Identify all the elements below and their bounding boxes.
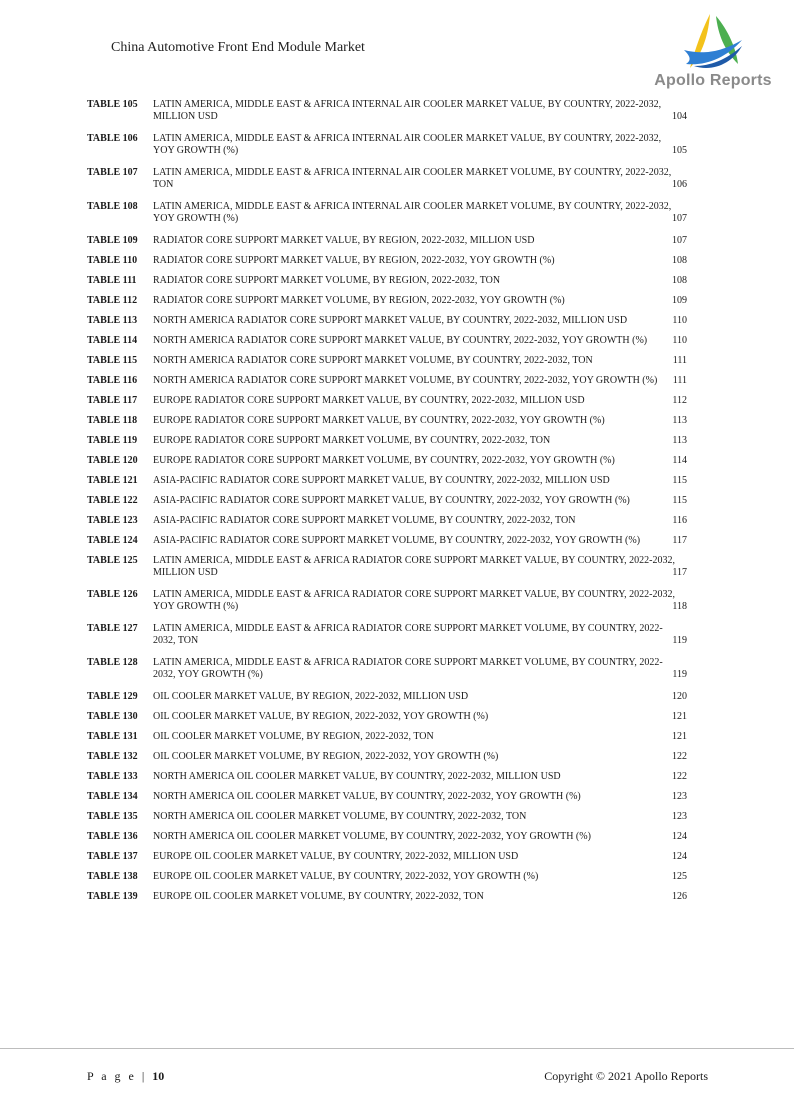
toc-entry-label: TABLE 125 [87,555,138,566]
toc-entry-label: TABLE 128 [87,657,138,668]
toc-entry-label: TABLE 114 [87,335,138,346]
toc-entry-page: 111 [672,375,687,386]
toc-entry[interactable] [87,201,699,225]
toc-entry-label: TABLE 131 [87,731,138,742]
toc-entry[interactable] [87,871,699,883]
toc-entry-page: 123 [672,791,687,802]
toc-entry-page: 124 [672,831,687,842]
toc-entry-page: 121 [672,711,687,722]
toc-entry-page: 124 [672,851,687,862]
logo-text: Apollo Reports [654,72,772,89]
toc-entry-title: OIL COOLER MARKET VALUE, BY REGION, 2022-2032, YOY GROWTH (%) [153,711,489,722]
toc-entry[interactable] [87,751,699,763]
toc-entry-page: 111 [672,355,687,366]
toc-entry-title: NORTH AMERICA OIL COOLER MARKET VALUE, BY COUNTRY, 2022-2032, MILLION USD [153,771,561,782]
toc-entry-page: 108 [672,255,687,266]
toc-entry-label: TABLE 109 [87,235,138,246]
toc-entry-label: TABLE 115 [87,355,138,366]
toc-entry-page: 119 [672,635,687,646]
toc-entry-title: NORTH AMERICA OIL COOLER MARKET VOLUME, BY COUNTRY, 2022-2032, TON [153,811,527,822]
toc-entry-label: TABLE 120 [87,455,138,466]
toc-entry-title: EUROPE OIL COOLER MARKET VALUE, BY COUNTRY, 2022-2032, YOY GROWTH (%) [153,871,539,882]
toc-entry[interactable] [87,275,699,287]
toc-entry-page: 117 [672,567,687,578]
toc-entry[interactable] [87,355,699,367]
toc-entry-page: 126 [672,891,687,902]
toc-entry-title: EUROPE OIL COOLER MARKET VALUE, BY COUNTRY, 2022-2032, MILLION USD [153,851,519,862]
toc-entry-title: OIL COOLER MARKET VOLUME, BY REGION, 2022-2032, TON [153,731,434,742]
toc-entry-label: TABLE 129 [87,691,138,702]
toc-entry-label: TABLE 110 [87,255,138,266]
toc-entry-page: 110 [672,315,687,326]
toc-entry-page: 115 [672,475,687,486]
toc-entry-page: 113 [672,435,687,446]
toc-entry-title: NORTH AMERICA RADIATOR CORE SUPPORT MARKET VALUE, BY COUNTRY, 2022-2032, YOY GROWTH (%) [153,335,648,346]
toc-entry[interactable] [87,535,699,547]
toc-entry[interactable] [87,415,699,427]
toc-entry-page: 107 [672,213,687,224]
toc-entry[interactable] [87,791,699,803]
toc-entry-title: LATIN AMERICA, MIDDLE EAST & AFRICA INTERNAL AIR COOLER MARKET VOLUME, BY COUNTRY, 2022-2032, TON [153,167,672,190]
toc-entry-title: ASIA-PACIFIC RADIATOR CORE SUPPORT MARKET VALUE, BY COUNTRY, 2022-2032, MILLION USD [153,475,610,486]
footer-divider [0,1048,794,1049]
toc-entry[interactable] [87,851,699,863]
toc-entry-page: 125 [672,871,687,882]
toc-entry-page: 109 [672,295,687,306]
toc-entry-page: 116 [672,515,687,526]
toc-entry-label: TABLE 124 [87,535,138,546]
toc-entry-label: TABLE 135 [87,811,138,822]
toc-entry-label: TABLE 132 [87,751,138,762]
toc-entry-label: TABLE 138 [87,871,138,882]
table-of-contents [87,99,699,911]
toc-entry-label: TABLE 106 [87,133,138,144]
toc-entry[interactable] [87,831,699,843]
toc-entry-page: 105 [672,145,687,156]
toc-entry-page: 104 [672,111,687,122]
toc-entry-label: TABLE 122 [87,495,138,506]
toc-entry-label: TABLE 105 [87,99,138,110]
toc-entry-page: 119 [672,669,687,680]
toc-entry-title: LATIN AMERICA, MIDDLE EAST & AFRICA RADIATOR CORE SUPPORT MARKET VALUE, BY COUNTRY, 2022-2032, YOY GROWTH (%) [153,589,675,612]
toc-entry-page: 106 [672,179,687,190]
toc-entry-title: RADIATOR CORE SUPPORT MARKET VOLUME, BY REGION, 2022-2032, YOY GROWTH (%) [153,295,565,306]
toc-entry-title: RADIATOR CORE SUPPORT MARKET VALUE, BY REGION, 2022-2032, MILLION USD [153,235,535,246]
toc-entry-title: EUROPE RADIATOR CORE SUPPORT MARKET VALUE, BY COUNTRY, 2022-2032, YOY GROWTH (%) [153,415,605,426]
toc-entry[interactable] [87,295,699,307]
toc-entry-page: 107 [672,235,687,246]
toc-entry-page: 108 [672,275,687,286]
toc-entry-title: ASIA-PACIFIC RADIATOR CORE SUPPORT MARKET VALUE, BY COUNTRY, 2022-2032, YOY GROWTH (%) [153,495,630,506]
toc-entry-label: TABLE 130 [87,711,138,722]
toc-entry-title: NORTH AMERICA RADIATOR CORE SUPPORT MARKET VOLUME, BY COUNTRY, 2022-2032, YOY GROWTH (%) [153,375,658,386]
apollo-reports-logo [648,10,778,92]
toc-entry-label: TABLE 136 [87,831,138,842]
toc-entry-title: NORTH AMERICA OIL COOLER MARKET VALUE, BY COUNTRY, 2022-2032, YOY GROWTH (%) [153,791,581,802]
toc-entry[interactable] [87,315,699,327]
toc-entry-label: TABLE 133 [87,771,138,782]
toc-entry-title: NORTH AMERICA RADIATOR CORE SUPPORT MARKET VALUE, BY COUNTRY, 2022-2032, MILLION USD [153,315,628,326]
toc-entry-title: LATIN AMERICA, MIDDLE EAST & AFRICA INTERNAL AIR COOLER MARKET VALUE, BY COUNTRY, 2022-2032, YOY GROWTH (%) [153,133,662,156]
toc-entry[interactable] [87,99,699,123]
toc-entry[interactable] [87,455,699,467]
toc-entry[interactable] [87,555,699,579]
toc-entry[interactable] [87,395,699,407]
toc-entry-page: 113 [672,415,687,426]
toc-entry-title: LATIN AMERICA, MIDDLE EAST & AFRICA RADIATOR CORE SUPPORT MARKET VOLUME, BY COUNTRY, 2022-2032, YOY GROWTH (%) [153,657,663,680]
document-title: China Automotive Front End Module Market [111,40,365,55]
toc-entry-label: TABLE 116 [87,375,138,386]
toc-entry-label: TABLE 112 [87,295,138,306]
toc-entry-label: TABLE 111 [87,275,137,286]
toc-entry-label: TABLE 107 [87,167,138,178]
page-label: P a g e | [87,1069,147,1083]
toc-entry[interactable] [87,691,699,703]
toc-entry-label: TABLE 113 [87,315,138,326]
toc-entry-title: LATIN AMERICA, MIDDLE EAST & AFRICA INTERNAL AIR COOLER MARKET VOLUME, BY COUNTRY, 2022-2032, YOY GROWTH (%) [153,201,672,224]
toc-entry-label: TABLE 127 [87,623,138,634]
toc-entry-page: 121 [672,731,687,742]
toc-entry-label: TABLE 108 [87,201,138,212]
toc-entry-label: TABLE 119 [87,435,138,446]
toc-entry-title: ASIA-PACIFIC RADIATOR CORE SUPPORT MARKET VOLUME, BY COUNTRY, 2022-2032, YOY GROWTH (%) [153,535,641,546]
toc-entry-label: TABLE 134 [87,791,138,802]
toc-entry-label: TABLE 117 [87,395,138,406]
copyright-notice: Copyright © 2021 Apollo Reports [544,1069,708,1083]
toc-entry-page: 110 [672,335,687,346]
toc-entry-title: LATIN AMERICA, MIDDLE EAST & AFRICA INTERNAL AIR COOLER MARKET VALUE, BY COUNTRY, 2022-2032, MILLION USD [153,99,662,122]
toc-entry-title: NORTH AMERICA RADIATOR CORE SUPPORT MARKET VOLUME, BY COUNTRY, 2022-2032, TON [153,355,593,366]
toc-entry-title: OIL COOLER MARKET VOLUME, BY REGION, 2022-2032, YOY GROWTH (%) [153,751,499,762]
toc-entry[interactable] [87,235,699,247]
toc-entry-title: EUROPE RADIATOR CORE SUPPORT MARKET VOLUME, BY COUNTRY, 2022-2032, TON [153,435,551,446]
toc-entry[interactable] [87,335,699,347]
toc-entry[interactable] [87,811,699,823]
toc-entry[interactable] [87,167,699,191]
toc-entry-label: TABLE 139 [87,891,138,902]
toc-entry-title: LATIN AMERICA, MIDDLE EAST & AFRICA RADIATOR CORE SUPPORT MARKET VALUE, BY COUNTRY, 2022-2032, MILLION USD [153,555,675,578]
toc-entry[interactable] [87,711,699,723]
toc-entry[interactable] [87,475,699,487]
toc-entry-page: 123 [672,811,687,822]
logo-mark-icon [680,10,746,72]
toc-entry-title: EUROPE RADIATOR CORE SUPPORT MARKET VOLUME, BY COUNTRY, 2022-2032, YOY GROWTH (%) [153,455,615,466]
toc-entry[interactable] [87,657,699,681]
toc-entry[interactable] [87,731,699,743]
toc-entry[interactable] [87,589,699,613]
toc-entry[interactable] [87,375,699,387]
toc-entry[interactable] [87,435,699,447]
toc-entry-title: EUROPE RADIATOR CORE SUPPORT MARKET VALUE, BY COUNTRY, 2022-2032, MILLION USD [153,395,585,406]
toc-entry-page: 117 [672,535,687,546]
toc-entry-title: OIL COOLER MARKET VALUE, BY REGION, 2022-2032, MILLION USD [153,691,469,702]
page-number-label [87,1069,164,1084]
toc-entry-page: 122 [672,771,687,782]
toc-entry-title: EUROPE OIL COOLER MARKET VOLUME, BY COUNTRY, 2022-2032, TON [153,891,484,902]
toc-entry-title: RADIATOR CORE SUPPORT MARKET VOLUME, BY REGION, 2022-2032, TON [153,275,501,286]
toc-entry-title: ASIA-PACIFIC RADIATOR CORE SUPPORT MARKET VOLUME, BY COUNTRY, 2022-2032, TON [153,515,576,526]
toc-entry[interactable] [87,771,699,783]
toc-entry-page: 122 [672,751,687,762]
toc-entry[interactable] [87,891,699,903]
toc-entry-label: TABLE 118 [87,415,138,426]
toc-entry-page: 114 [672,455,687,466]
toc-entry-title: LATIN AMERICA, MIDDLE EAST & AFRICA RADIATOR CORE SUPPORT MARKET VOLUME, BY COUNTRY, 2022-2032, TON [153,623,663,646]
toc-entry[interactable] [87,515,699,527]
toc-entry-page: 112 [672,395,687,406]
toc-entry-page: 118 [672,601,687,612]
toc-entry[interactable] [87,495,699,507]
toc-entry-label: TABLE 137 [87,851,138,862]
toc-entry[interactable] [87,255,699,267]
toc-entry[interactable] [87,133,699,157]
toc-entry-page: 115 [672,495,687,506]
toc-entry-label: TABLE 123 [87,515,138,526]
toc-entry-page: 120 [672,691,687,702]
toc-entry-title: NORTH AMERICA OIL COOLER MARKET VOLUME, BY COUNTRY, 2022-2032, YOY GROWTH (%) [153,831,591,842]
toc-entry-label: TABLE 126 [87,589,138,600]
toc-entry-label: TABLE 121 [87,475,138,486]
toc-entry[interactable] [87,623,699,647]
toc-entry-title: RADIATOR CORE SUPPORT MARKET VALUE, BY REGION, 2022-2032, YOY GROWTH (%) [153,255,555,266]
page-number: 10 [152,1069,165,1083]
